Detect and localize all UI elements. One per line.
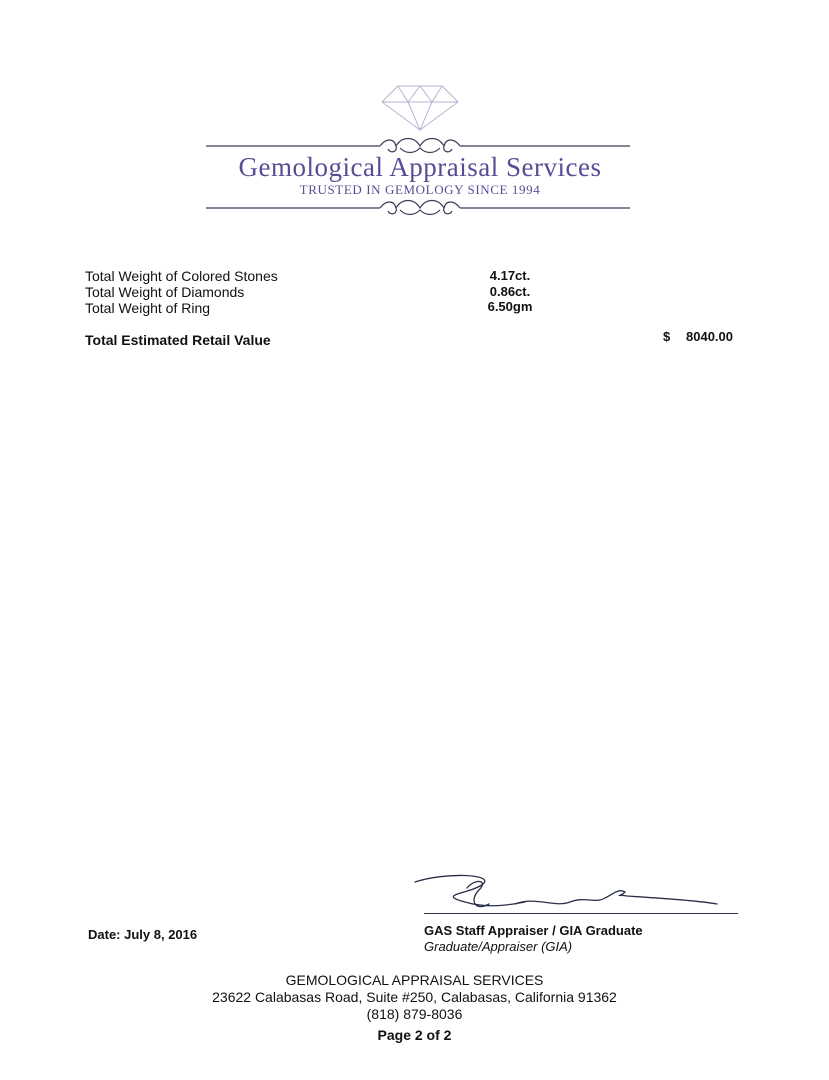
appraiser-subtitle: Graduate/Appraiser (GIA)	[424, 939, 573, 954]
ornament-divider-bottom	[200, 196, 640, 220]
diamond-icon	[378, 82, 462, 132]
signature-line	[424, 913, 738, 914]
footer-company: GEMOLOGICAL APPRAISAL SERVICES	[285, 972, 544, 988]
footer-address: 23622 Calabasas Road, Suite #250, Calabasas, California 91362	[212, 989, 617, 1005]
weight-value-colored-stones: 4.17ct.	[489, 268, 531, 283]
appraisal-date: Date: July 8, 2016	[88, 927, 198, 942]
company-logo	[200, 80, 640, 230]
page-number: Page 2 of 2	[377, 1027, 452, 1043]
weight-label-diamonds: Total Weight of Diamonds	[85, 284, 245, 300]
weight-value-ring: 6.50gm	[487, 299, 533, 314]
weight-label-ring: Total Weight of Ring	[85, 300, 211, 316]
logo-title: Gemological Appraisal Services	[238, 152, 602, 182]
total-amount: 8040.00	[686, 329, 733, 344]
weight-label-colored-stones: Total Weight of Colored Stones	[85, 268, 278, 284]
footer-phone: (818) 879-8036	[366, 1006, 463, 1022]
signature-image	[405, 868, 745, 918]
appraiser-title: GAS Staff Appraiser / GIA Graduate	[424, 923, 643, 938]
logo-tagline: TRUSTED IN GEMOLOGY SINCE 1994	[299, 182, 541, 197]
weight-value-diamonds: 0.86ct.	[489, 284, 531, 299]
total-value-label: Total Estimated Retail Value	[85, 332, 271, 348]
total-currency: $	[663, 329, 671, 344]
